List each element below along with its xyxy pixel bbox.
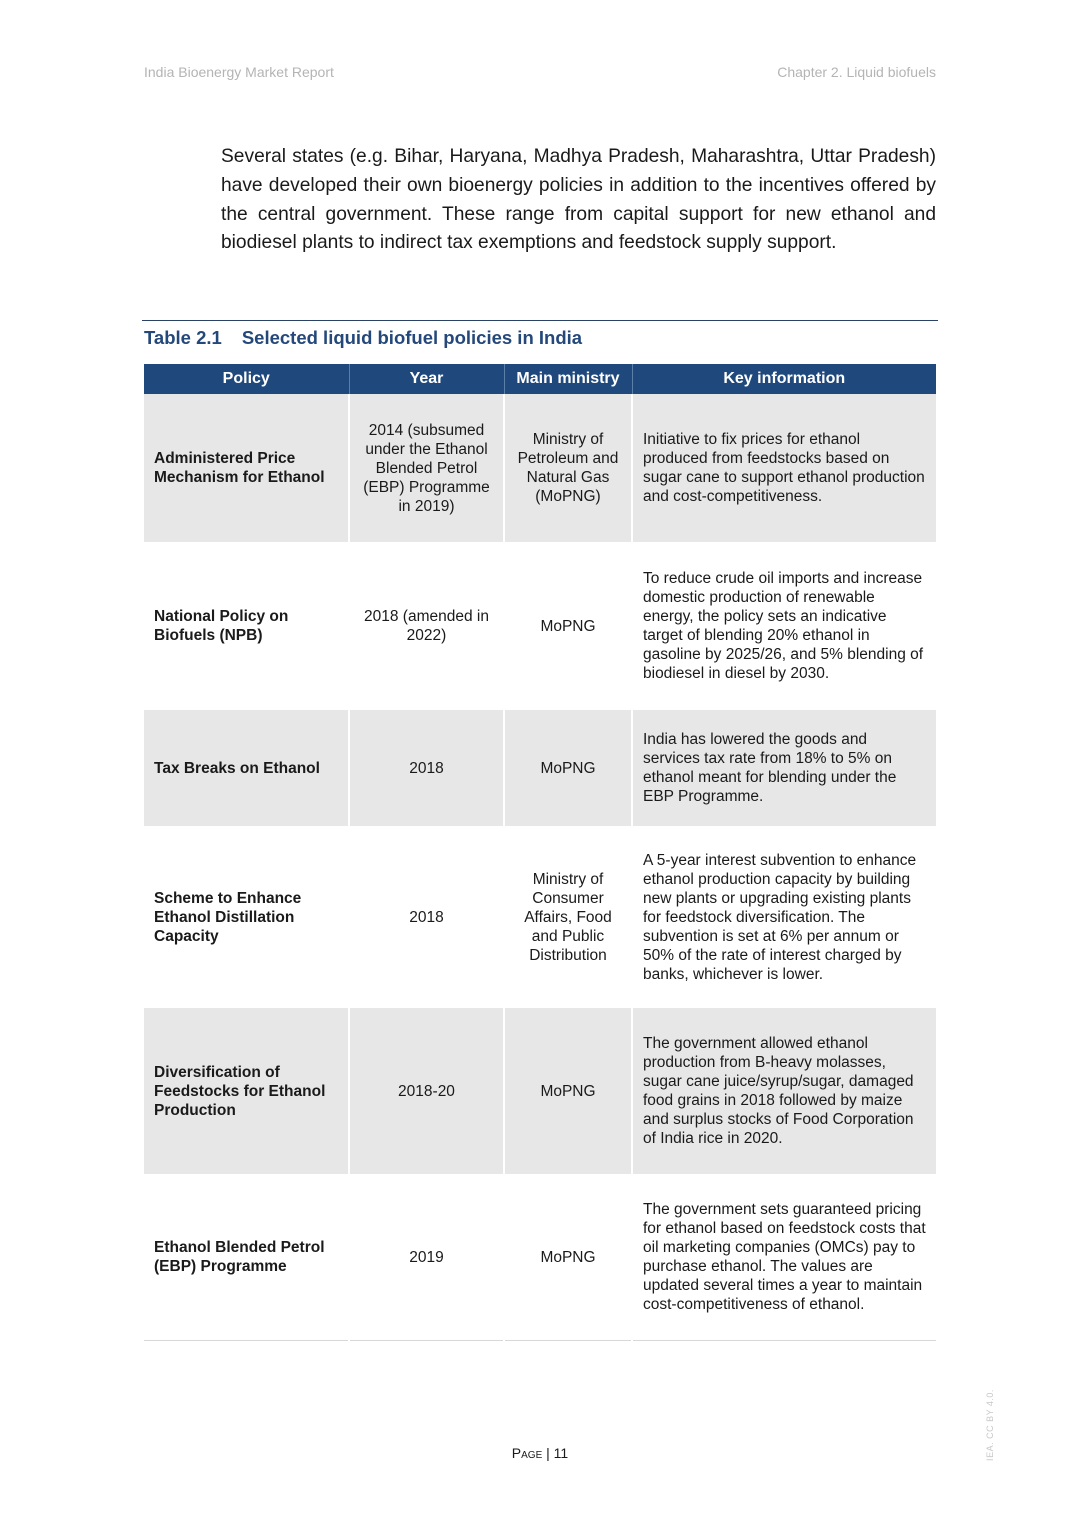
table-row [144, 542, 936, 710]
page-number-value: 11 [553, 1445, 569, 1461]
table-row [144, 710, 936, 826]
policy-cell: Diversification of Feedstocks for Ethanol Production [144, 1008, 349, 1174]
policy-cell: National Policy on Biofuels (NPB) [144, 542, 349, 710]
page-separator: | [546, 1445, 550, 1461]
chapter-title: Chapter 2. Liquid biofuels [777, 64, 936, 80]
intro-paragraph: Several states (e.g. Bihar, Haryana, Madhya Pradesh, Maharashtra, Uttar Pradesh) have developed their own bioenergy policies in addition to the incentives offered by the central government. These range from capital support for new ethanol and biodiesel plants to indirect tax exemptions and feedstock supply support. [221, 146, 936, 254]
policies-table [144, 364, 936, 1341]
ministry-cell: Ministry of Consumer Affairs, Food and Public Distribution [504, 826, 632, 1008]
ministry-cell: MoPNG [504, 1008, 632, 1174]
table-number: Table 2.1 [144, 327, 222, 348]
ministry-cell: MoPNG [504, 1174, 632, 1341]
key-info-cell: The government allowed ethanol production from B-heavy molasses, sugar cane juice/syrup/sugar, damaged food grains in 2018 followed by maize and surplus stocks of Food Corporation of India rice in 2020. [632, 1008, 936, 1174]
key-info-cell: To reduce crude oil imports and increase domestic production of renewable energy, the policy sets an indicative target of blending 20% ethanol in gasoline by 2025/26, and 5% blending of biodiesel in diesel by 2030. [632, 542, 936, 710]
report-title: India Bioenergy Market Report [144, 64, 334, 80]
table-header-row [144, 364, 936, 394]
column-header-year: Year [349, 364, 504, 394]
ministry-cell: MoPNG [504, 710, 632, 826]
year-cell: 2014 (subsumed under the Ethanol Blended Petrol (EBP) Programme in 2019) [349, 394, 504, 542]
license-notice: IEA. CC BY 4.0. [985, 1389, 995, 1461]
year-cell: 2018 [349, 826, 504, 1008]
key-info-cell: India has lowered the goods and services tax rate from 18% to 5% on ethanol meant for blending under the EBP Programme. [632, 710, 936, 826]
table-row [144, 1174, 936, 1341]
table-row [144, 826, 936, 1008]
key-info-cell: The government sets guaranteed pricing for ethanol based on feedstock costs that oil marketing companies (OMCs) pay to purchase ethanol. The values are updated several times a year to maintain cost-competitiveness of ethanol. [632, 1174, 936, 1341]
year-cell: 2019 [349, 1174, 504, 1341]
year-cell: 2018 (amended in 2022) [349, 542, 504, 710]
key-info-cell: Initiative to fix prices for ethanol produced from feedstocks based on sugar cane to support ethanol production and cost-competitiveness. [632, 394, 936, 542]
page-label: Page [511, 1445, 543, 1461]
year-cell: 2018-20 [349, 1008, 504, 1174]
running-header [144, 64, 936, 80]
policy-cell: Scheme to Enhance Ethanol Distillation Capacity [144, 826, 349, 1008]
table-top-rule [142, 320, 938, 321]
table-row [144, 1008, 936, 1174]
page-number [0, 1445, 1080, 1461]
policy-cell: Administered Price Mechanism for Ethanol [144, 394, 349, 542]
table-row [144, 394, 936, 542]
table-caption [144, 327, 582, 349]
column-header-key-info: Key information [632, 364, 936, 394]
policy-cell: Ethanol Blended Petrol (EBP) Programme [144, 1174, 349, 1341]
ministry-cell: Ministry of Petroleum and Natural Gas (MoPNG) [504, 394, 632, 542]
key-info-cell: A 5-year interest subvention to enhance ethanol production capacity by building new plants or upgrading existing plants for feedstock diversification. The subvention is set at 6% per annum or 50% of the rate of interest charged by banks, whichever is lower. [632, 826, 936, 1008]
column-header-ministry: Main ministry [504, 364, 632, 394]
policy-cell: Tax Breaks on Ethanol [144, 710, 349, 826]
ministry-cell: MoPNG [504, 542, 632, 710]
table-title: Selected liquid biofuel policies in India [241, 327, 583, 348]
year-cell: 2018 [349, 710, 504, 826]
column-header-policy: Policy [144, 364, 349, 394]
